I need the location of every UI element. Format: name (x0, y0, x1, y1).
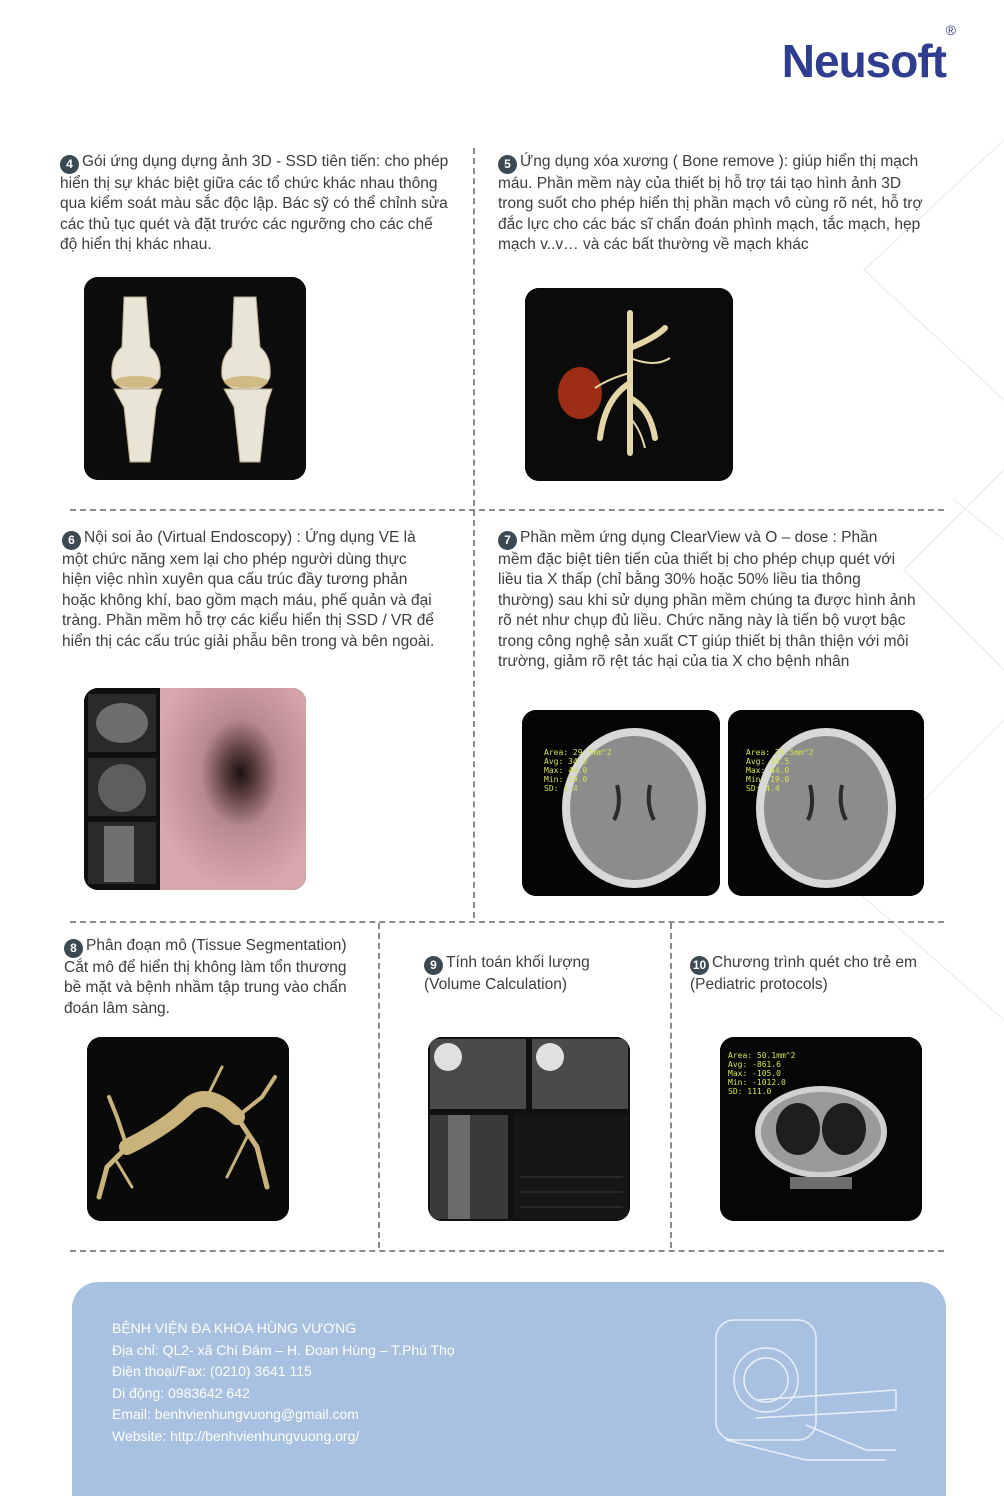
volume-calculation-image (428, 1037, 630, 1221)
number-badge: 4 (60, 155, 79, 174)
ct-area-label: Area: 29.5mm^2 (544, 748, 612, 757)
number-badge: 6 (62, 531, 81, 550)
number-badge: 10 (690, 956, 709, 975)
section-text: Phần mềm ứng dụng ClearView và O – dose : Phần mềm đặc biệt tiên tiến của thiết bị cho phép chụp quét với liều tia X thấp (chỉ bằng 30% hoặc 50% liều tia thông thường) sau khi sử dụng phần mềm chúng ta được hình ảnh rõ nét như chụp đủ liều. Chức năng này là tiến bộ vượt bậc trong công nghệ sản xuất CT giúp thiết bị thân thiện với môi trường, giảm rõ rệt tác hại của tia X cho bệnh nhân (498, 529, 916, 671)
section-10 (690, 953, 940, 995)
ct-sd-label: SD: 4.4 (746, 784, 780, 793)
footer-contact-panel (72, 1282, 946, 1496)
section-7 (498, 528, 916, 673)
registered-mark: ® (945, 22, 956, 38)
pediatric-ct-image (720, 1037, 922, 1221)
ct-max-label: Max: 44.0 (544, 766, 588, 775)
lung-sd-label: SD: 111.0 (728, 1087, 772, 1096)
section-text: Gói ứng dụng dựng ảnh 3D - SSD tiên tiến: cho phép hiển thị sự khác biệt giữa các tổ chức khác nhau thông qua kiểm soát màu sắc độc lập. Bác sỹ có thể chỉnh sửa các thủ tục quét và đặt trước các ngưỡng cho các chế độ hiển thị khác nhau. (60, 153, 449, 254)
number-badge: 7 (498, 531, 517, 550)
ct-area-label: Area: 29.5mm^2 (746, 748, 814, 757)
lung-min-label: Min: -1012.0 (728, 1078, 786, 1087)
mobile-text: Di động: 0983642 642 (112, 1384, 250, 1401)
ct-scan-image-left (522, 710, 720, 896)
lung-area-label: Area: 50.1mm^2 (728, 1051, 796, 1060)
divider-vertical-top (473, 148, 475, 918)
brand-logo: Neusoft (781, 35, 946, 87)
hospital-name: BỆNH VIỆN ĐA KHOA HÙNG VƯƠNG (112, 1320, 357, 1336)
section-4 (60, 152, 450, 256)
ct-sd-label: SD: 4.4 (544, 784, 578, 793)
lung-avg-label: Avg: -861.6 (728, 1060, 781, 1069)
section-8 (64, 936, 364, 1019)
number-badge: 5 (498, 155, 517, 174)
section-text: Tính toán khối lượng (Volume Calculation) (424, 954, 590, 993)
number-badge: 9 (424, 956, 443, 975)
virtual-endoscopy-image (84, 688, 306, 890)
number-badge: 8 (64, 939, 83, 958)
tissue-segmentation-image (87, 1037, 289, 1221)
ct-min-label: Min: 19.0 (746, 775, 790, 784)
section-text: Phân đoạn mô (Tissue Segmentation) Cắt mô để hiển thị không làm tổn thương bề mặt và bệnh nhầm tập trung vào chẩn đoán lâm sàng. (64, 937, 347, 1017)
ct-avg-label: Avg: 34.5 (544, 757, 588, 766)
address-text: Địa chỉ: QL2- xã Chí Đám – H. Đoan Hùng – T.Phú Thọ (112, 1341, 455, 1358)
divider-vertical-bottom-left (378, 923, 380, 1248)
phone-text: Điện thoại/Fax: (0210) 3641 115 (112, 1363, 312, 1379)
knee-3d-image (84, 277, 306, 480)
lung-max-label: Max: -105.0 (728, 1069, 781, 1078)
ct-min-label: Min: 19.0 (544, 775, 588, 784)
bone-remove-image (525, 288, 733, 481)
divider-vertical-bottom-right (670, 923, 672, 1248)
divider-horizontal-1 (70, 509, 944, 511)
section-6 (62, 528, 440, 652)
section-text: Nội soi ảo (Virtual Endoscopy) : Ứng dụng VE là một chức năng xem lại cho phép người dùng thực hiện việc nhìn xuyên qua cấu trúc đầy tương phản hoặc không khí, bao gồm mạch máu, phế quản và đại tràng. Phần mềm hỗ trợ các kiểu hiển thị SSD / VR để hiển thị các cấu trúc giải phẫu bên trong và bên ngoài. (62, 529, 435, 650)
website-text: Website: http://benhvienhungvuong.org/ (112, 1427, 360, 1444)
divider-horizontal-3 (70, 1250, 944, 1252)
divider-horizontal-2 (70, 921, 944, 923)
ct-avg-label: Avg: 34.5 (746, 757, 790, 766)
section-9 (424, 953, 644, 995)
ct-scan-image-right (728, 710, 924, 896)
section-text: Ứng dụng xóa xương ( Bone remove ): giúp hiển thị mạch máu. Phần mềm này của thiết bị hỗ trợ tái tạo hình ảnh 3D trong suốt cho phép hiển thị phần mạch vô cùng rõ nét, hỗ trợ đắc lực cho các bác sĩ chẩn đoán phình mạch, tắc mạch, hẹp mạch v..v… và các bất thường về mạch khác (498, 153, 923, 254)
ct-scanner-illustration (696, 1300, 906, 1470)
contact-lines (112, 1318, 455, 1447)
email-text: Email: benhvienhungvuong@gmail.com (112, 1406, 359, 1422)
ct-max-label: Max: 44.0 (746, 766, 790, 775)
section-5 (498, 152, 923, 256)
section-text: Chương trình quét cho trẻ em (Pediatric protocols) (690, 954, 917, 993)
